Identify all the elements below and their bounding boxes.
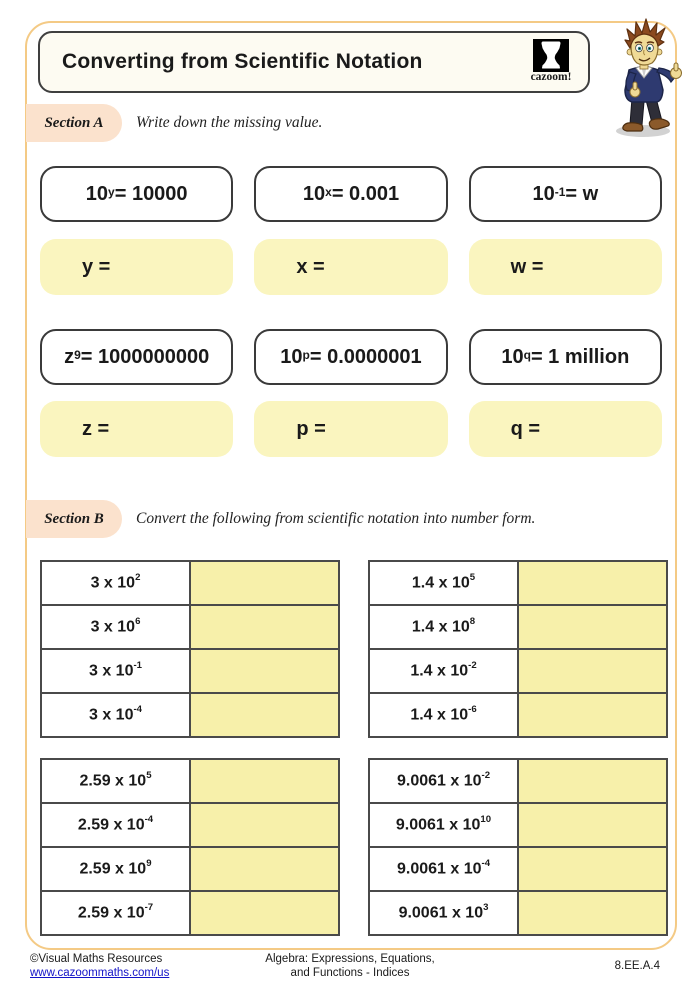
- notation-cell: 3 x $10^6$: [41, 605, 190, 649]
- equation-exponent: 9: [74, 348, 81, 363]
- question-box: [469, 166, 662, 222]
- answer-box-z[interactable]: [40, 401, 233, 457]
- conversion-table-2: [368, 560, 668, 738]
- answer-cell[interactable]: [518, 803, 667, 847]
- equation-exponent: p: [302, 348, 310, 363]
- notation-cell: 3 x $10^2$: [41, 561, 190, 605]
- section-b-instruction: Convert the following from scientific notation into number form.: [136, 510, 536, 527]
- mascot-boy-icon: [596, 12, 694, 140]
- table-row: [369, 561, 667, 605]
- table-row: [41, 561, 339, 605]
- table-row: [369, 803, 667, 847]
- answer-cell[interactable]: [190, 693, 339, 737]
- notation-cell: 9.0061 x $10^{-2}$: [369, 759, 518, 803]
- page-title: Converting from Scientific Notation: [62, 50, 423, 73]
- equation-exponent: -1: [554, 185, 566, 200]
- cazoom-drum-icon: [533, 39, 569, 72]
- equation-rhs: = 1000000000: [80, 345, 210, 368]
- answer-cell[interactable]: [518, 693, 667, 737]
- notation-cell: 9.0061 x $10^3$: [369, 891, 518, 935]
- equation-base: 10: [280, 345, 303, 368]
- section-b-badge: [26, 500, 122, 538]
- notation-cell: 9.0061 x $10^{-4}$: [369, 847, 518, 891]
- section-a-question-row-1: [40, 166, 662, 222]
- conversion-table-1: [40, 560, 340, 738]
- table-row: [41, 605, 339, 649]
- table-row: [369, 693, 667, 737]
- answer-box-q[interactable]: [469, 401, 662, 457]
- section-a-label: Section A: [44, 114, 104, 131]
- conversion-table-3: [40, 758, 340, 936]
- table-row: [369, 891, 667, 935]
- subject-line-1: Algebra: Expressions, Equations,: [265, 953, 435, 965]
- table-row: [369, 759, 667, 803]
- notation-cell: 2.59 x $10^{-4}$: [41, 803, 190, 847]
- notation-cell: 1.4 x $10^{-6}$: [369, 693, 518, 737]
- notation-cell: 3 x $10^{-1}$: [41, 649, 190, 693]
- equation-base: 10: [532, 182, 555, 205]
- section-a-answer-row-2: [40, 401, 662, 457]
- notation-cell: 2.59 x $10^9$: [41, 847, 190, 891]
- answer-box-y[interactable]: [40, 239, 233, 295]
- section-a-answer-row-1: [40, 239, 662, 295]
- answer-cell[interactable]: [190, 891, 339, 935]
- standard-code: 8.EE.A.4: [614, 960, 660, 972]
- answer-cell[interactable]: [190, 649, 339, 693]
- answer-cell[interactable]: [518, 847, 667, 891]
- worksheet-title-box: [38, 31, 590, 93]
- answer-label: p =: [296, 417, 326, 440]
- notation-cell: 1.4 x $10^{-2}$: [369, 649, 518, 693]
- footer-subject: [0, 953, 700, 980]
- table-row: [41, 759, 339, 803]
- table-row: [41, 803, 339, 847]
- notation-cell: 1.4 x $10^8$: [369, 605, 518, 649]
- subject-line-2: and Functions - Indices: [290, 966, 410, 979]
- cazoom-logo: [522, 37, 580, 83]
- answer-cell[interactable]: [190, 605, 339, 649]
- answer-cell[interactable]: [518, 561, 667, 605]
- equation-base: 10: [85, 182, 109, 205]
- answer-box-w[interactable]: [469, 239, 662, 295]
- notation-cell: 2.59 x $10^5$: [41, 759, 190, 803]
- equation-base: 10: [302, 182, 326, 205]
- answer-cell[interactable]: [190, 803, 339, 847]
- answer-cell[interactable]: [518, 649, 667, 693]
- copyright-text: ©Visual Maths Resources: [30, 953, 163, 965]
- notation-cell: 1.4 x $10^5$: [369, 561, 518, 605]
- section-a-instruction: Write down the missing value.: [136, 114, 323, 131]
- conversion-table-4: [368, 758, 668, 936]
- answer-label: w =: [510, 255, 544, 278]
- answer-box-x[interactable]: [254, 239, 447, 295]
- question-box: [254, 329, 447, 385]
- question-box: [469, 329, 662, 385]
- cazoom-logo-text: cazoom!: [530, 71, 572, 83]
- table-row: [41, 891, 339, 935]
- equation-rhs: = 0.0000001: [309, 345, 422, 368]
- answer-box-p[interactable]: [254, 401, 447, 457]
- answer-label: y =: [82, 255, 111, 278]
- section-a-badge: [26, 104, 122, 142]
- equation-rhs: = 1 million: [530, 345, 630, 368]
- website-link[interactable]: www.cazoommaths.com/us: [30, 966, 170, 979]
- question-box: [40, 166, 233, 222]
- section-b-label: Section B: [44, 510, 104, 527]
- table-row: [41, 649, 339, 693]
- answer-label: z =: [82, 417, 110, 440]
- equation-exponent: y: [108, 185, 115, 200]
- equation-rhs: = 0.001: [331, 182, 400, 205]
- equation-exponent: x: [325, 185, 332, 200]
- equation-base: 10: [501, 345, 524, 368]
- section-a-question-row-2: [40, 329, 662, 385]
- table-row: [41, 693, 339, 737]
- answer-cell[interactable]: [190, 561, 339, 605]
- notation-cell: 3 x $10^{-4}$: [41, 693, 190, 737]
- answer-label: q =: [510, 417, 541, 440]
- table-row: [369, 847, 667, 891]
- question-box: [254, 166, 447, 222]
- answer-cell[interactable]: [190, 759, 339, 803]
- answer-cell[interactable]: [518, 891, 667, 935]
- equation-rhs: = 10000: [114, 182, 188, 205]
- equation-exponent: q: [523, 348, 531, 363]
- table-row: [41, 847, 339, 891]
- answer-cell[interactable]: [190, 847, 339, 891]
- answer-label: x =: [296, 255, 325, 278]
- notation-cell: 2.59 x $10^{-7}$: [41, 891, 190, 935]
- question-box: [40, 329, 233, 385]
- table-row: [369, 649, 667, 693]
- answer-cell[interactable]: [518, 759, 667, 803]
- table-row: [369, 605, 667, 649]
- answer-cell[interactable]: [518, 605, 667, 649]
- equation-rhs: = w: [565, 182, 599, 205]
- equation-base: z: [64, 345, 75, 368]
- notation-cell: 9.0061 x $10^{10}$: [369, 803, 518, 847]
